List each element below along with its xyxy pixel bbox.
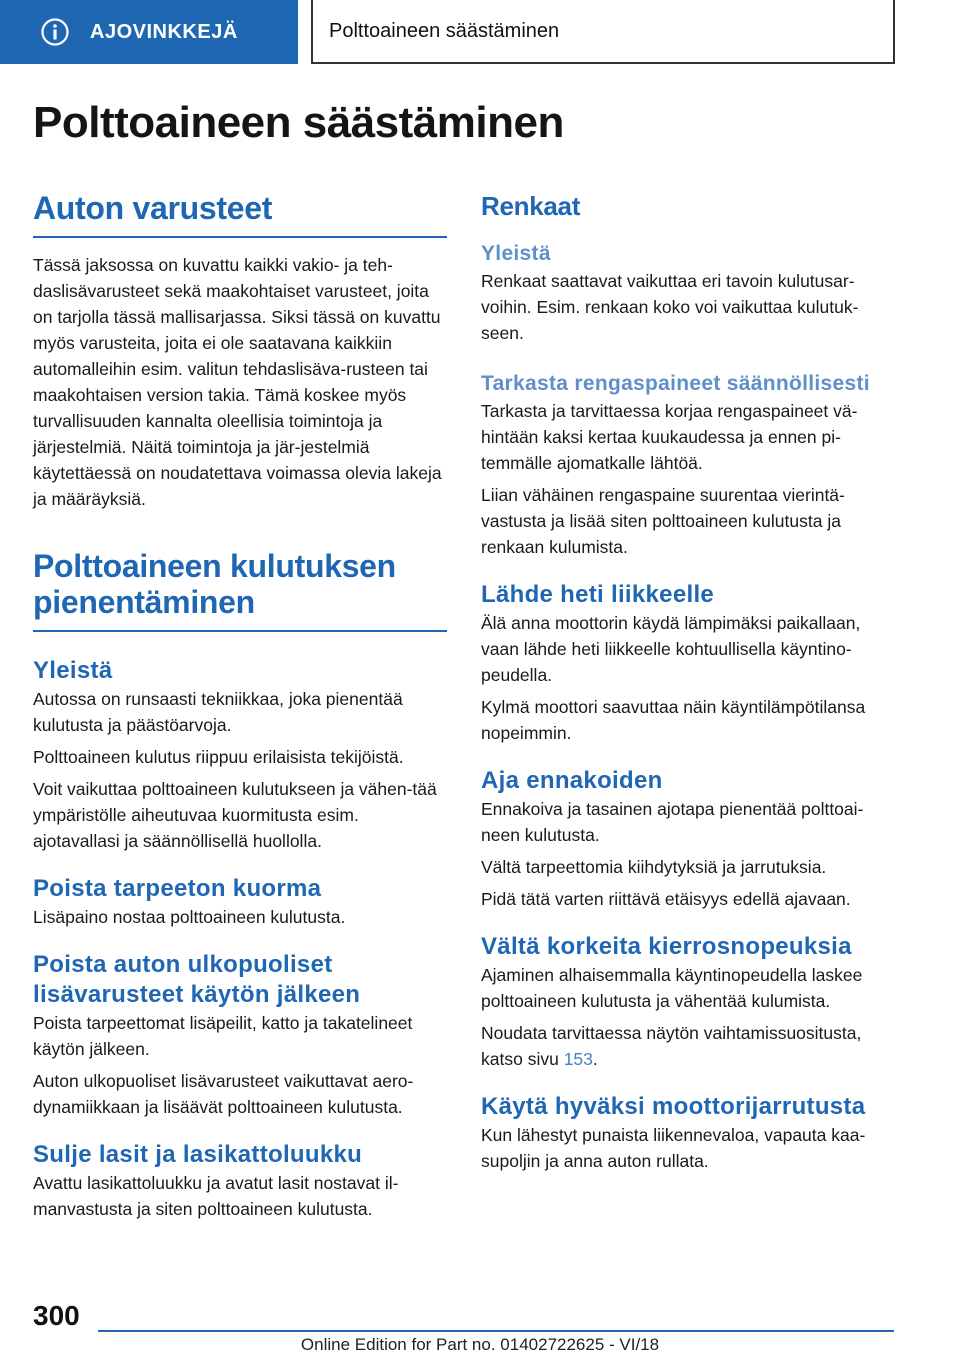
heading-renkaat: Renkaat — [481, 191, 581, 221]
subheading-yleista: Yleistä — [33, 657, 113, 684]
page-link[interactable]: 153 — [563, 1049, 593, 1069]
paragraph: Kun lähestyt punaista liikennevaloa, vapauta kaa-supoljin ja anna auton rullata. — [481, 1125, 866, 1171]
subheading-yleista: Yleistä — [481, 242, 551, 265]
left-column — [33, 190, 447, 1228]
heading-poista-kuorma: Poista tarpeeton kuorma — [33, 875, 322, 902]
heading-moottorijarrutus: Käytä hyväksi moottorijarrutusta — [481, 1093, 866, 1120]
paragraph: Tarkasta ja tarvittaessa korjaa rengaspaineet vä-hintään kaksi kertaa kuukaudessa ja ennen pi-temmälle ajomatkalle lähtöä. — [481, 401, 858, 473]
paragraph: Polttoaineen kulutus riippuu erilaisista tekijöistä. — [33, 747, 404, 767]
page-title: Polttoaineen säästäminen — [33, 98, 564, 147]
paragraph: Älä anna moottorin käydä lämpimäksi paikallaan, vaan lähde heti liikkeelle kohtuullisella käyntino-peudella. — [481, 613, 861, 685]
heading-ulkopuoliset-lisavarusteet: Poista auton ulkopuoliset lisävarusteet käytön jälkeen — [33, 951, 361, 1008]
info-icon — [40, 17, 70, 47]
footer-divider — [98, 1330, 894, 1332]
heading-auton-varusteet: Auton varusteet — [33, 190, 447, 238]
heading-aja-ennakoiden: Aja ennakoiden — [481, 767, 663, 794]
page-number: 300 — [33, 1300, 80, 1331]
paragraph: Lisäpaino nostaa polttoaineen kulutusta. — [33, 907, 346, 927]
section-label: AJOVINKKEJÄ — [90, 20, 238, 43]
breadcrumb-text: Polttoaineen säästäminen — [329, 19, 560, 42]
paragraph: Voit vaikuttaa polttoaineen kulutukseen ja vähen-tää ympäristölle aiheutuvaa kuormitusta esim. ajotavallasi ja säännöllisellä huollolla. — [33, 779, 437, 851]
paragraph-text: Noudata tarvittaessa näytön vaihtamissuositusta, katso sivu — [481, 1023, 862, 1069]
paragraph: Tässä jaksossa on kuvattu kaikki vakio- ja teh-daslisävarusteet sekä maakohtaiset varusteet, joita on tarjolla tässä mallisarjassa. Siksi tässä on kuvattu myös varusteita, joita ei ole saatavana kaikkiin automalleihin esim. valitun tehdaslisäva-rusteen tai maakohtaisen version takia. Tämä koskee myös turvallisuuden kannalta oleellisia toimintoja ja järjestelmiä. Näitä toimintoja ja jär-jestelmiä käytettäessä on noudatettava voimassa olevia lakeja ja määräyksiä. — [33, 255, 442, 509]
footer-edition: Online Edition for Part no. 01402722625 - VI/18 — [300, 1335, 660, 1354]
section-tab[interactable] — [0, 0, 298, 64]
paragraph: Renkaat saattavat vaikuttaa eri tavoin kulutusar-voihin. Esim. renkaan koko voi vaikuttaa kulutuk-seen. — [481, 271, 859, 343]
paragraph: Vältä tarpeettomia kiihdytyksiä ja jarrutuksia. — [481, 857, 827, 877]
paragraph-punct: . — [592, 1049, 598, 1069]
paragraph: Pidä tätä varten riittävä etäisyys edellä ajavaan. — [481, 889, 851, 909]
right-column — [481, 190, 895, 1180]
paragraph: Kylmä moottori saavuttaa näin käyntilämpötilansa nopeimmin. — [481, 697, 866, 743]
paragraph: Ennakoiva ja tasainen ajotapa pienentää polttoai-neen kulutusta. — [481, 799, 864, 845]
heading-lahde-heti: Lähde heti liikkeelle — [481, 581, 715, 608]
heading-kierrosnopeudet: Vältä korkeita kierrosnopeuksia — [481, 933, 852, 960]
heading-kulutuksen-pienentaminen: Polttoaineen kulutuksen pienentäminen — [33, 548, 447, 632]
paragraph: Poista tarpeettomat lisäpeilit, katto ja takatelineet käytön jälkeen. — [33, 1013, 413, 1059]
paragraph: Ajaminen alhaisemmalla käyntinopeudella laskee polttoaineen kulutusta ja vähentää kulumista. — [481, 965, 863, 1011]
breadcrumb — [311, 0, 895, 64]
paragraph: Liian vähäinen rengaspaine suurentaa vierintä-vastusta ja lisää siten polttoaineen kulutusta ja renkaan kulumista. — [481, 485, 845, 557]
paragraph-with-link — [481, 1020, 895, 1072]
paragraph: Avattu lasikattoluukku ja avatut lasit nostavat il-manvastusta ja siten polttoaineen kulutusta. — [33, 1173, 399, 1219]
heading-sulje-lasit: Sulje lasit ja lasikattoluukku — [33, 1141, 363, 1168]
paragraph: Autossa on runsaasti tekniikkaa, joka pienentää kulutusta ja päästöarvoja. — [33, 689, 403, 735]
paragraph: Auton ulkopuoliset lisävarusteet vaikuttavat aero-dynamiikkaan ja lisäävät polttoaineen kulutusta. — [33, 1071, 414, 1117]
subheading-rengaspaineet: Tarkasta rengaspaineet säännöllisesti — [481, 372, 870, 395]
